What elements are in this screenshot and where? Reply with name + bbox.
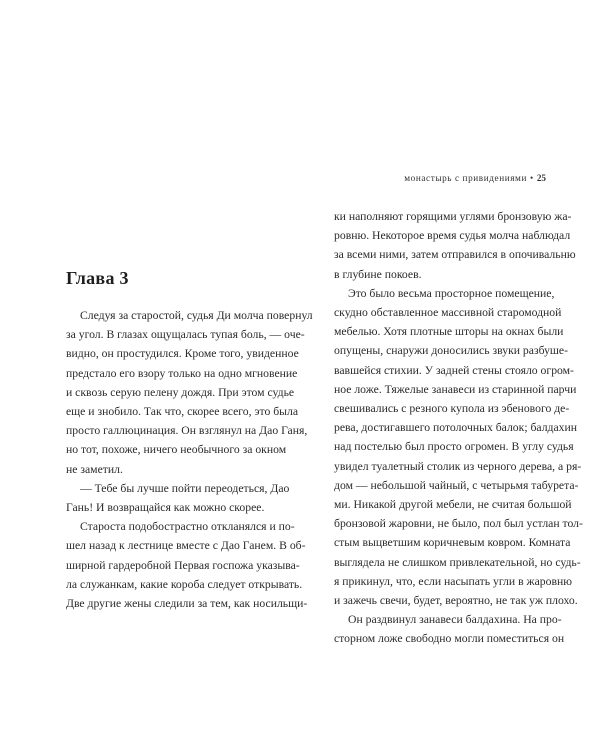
text-line: над постелью был просто огромен. В углу судья [334,440,574,454]
paragraph [66,306,313,479]
text-line: ла служанкам, какие короба следует открывать. [66,577,303,591]
text-line: еще и знобило. Так что, скорее всего, это была [66,405,299,419]
text-line: Он раздвинул занавеси балдахина. На про- [348,613,562,627]
text-line: мебелью. Хотя плотные шторы на окнах были [334,325,564,339]
left-column-text [66,306,313,613]
text-line: выглядела не слишком привлекательной, но судь- [334,555,581,569]
chapter-title: Глава 3 [66,268,129,288]
text-line: стым выцветшим коричневым ковром. Комната [334,536,571,550]
text-line: скудно обставленное массивной старомодной [334,306,562,320]
running-header [300,173,546,183]
text-line: Это было весьма просторное помещение, [348,286,555,300]
text-line: видно, он простудился. Кроме того, увиденное [66,347,299,361]
paragraph [334,284,583,610]
text-line: ровню. Некоторое время судья молча наблюдал [334,229,571,243]
text-line: предстало его взору только на одно мгновение [66,366,298,380]
text-line: Староста подобострастно откланялся и по- [80,520,295,534]
text-line: вавшейся стихии. У задней стены стояло огром- [334,363,574,377]
text-line: ми. Никакой другой мебели, не считая большой [334,498,572,512]
text-line: бронзовой жаровни, не было, пол был устлан тол- [334,517,583,531]
text-line: и сквозь серую пелену дождя. При этом судье [66,385,295,399]
text-line: и зажечь свечи, будет, вероятно, не так уж плохо. [334,594,578,608]
text-line: не заметил. [66,462,123,476]
text-line: сторном ложе свободно могли поместиться он [334,632,565,646]
page-number: 25 [536,173,546,183]
text-line: но тот, похоже, ничего необычного за окном [66,443,287,457]
running-title: монастырь с привидениями [404,173,527,183]
text-line: просто галлюцинация. Он взглянул на Дао Ганя, [66,424,308,438]
text-line: рева, достигавшего потолочных балок; балдахин [334,421,578,435]
text-line: Гань! И возвращайся как можно скорее. [66,501,265,515]
text-line: увидел туалетный столик из черного дерева, а ря- [334,459,582,473]
paragraph [66,517,308,613]
right-column-text [334,207,583,649]
text-line: в глубине покоев. [334,267,422,281]
text-line: за угол. В глазах ощущалась тупая боль, — оче- [66,328,305,342]
text-line: Две другие жены следили за тем, как носильщи- [66,597,308,611]
text-line: опущены, снаружи доносились звуки разбуше- [334,344,568,358]
header-separator: • [529,173,534,183]
text-line: я прикинул, что, если насыпать угли в жаровню [334,574,572,588]
text-line: дом — небольшой чайный, с четырьмя табурета- [334,478,579,492]
paragraph [334,207,576,284]
text-line: за всеми ними, затем отправился в опочивальню [334,248,576,262]
paragraph [334,610,565,648]
text-line: ки наполняют горящими углями бронзовую жа- [334,210,572,223]
paragraph [66,479,290,517]
text-line: ширной гардеробной Первая госпожа указыва- [66,558,300,572]
text-line: свешивались с резного купола из эбенового де- [334,402,570,416]
text-line: ное ложе. Тяжелые занавеси из старинной парчи [334,382,577,396]
text-line: — Тебе бы лучше пойти переодеться, Дао [80,481,290,495]
text-line: шел назад к лестнице вместе с Дао Ганем. В об- [66,539,306,553]
text-line: Следуя за старостой, судья Ди молча повернул [80,309,313,322]
